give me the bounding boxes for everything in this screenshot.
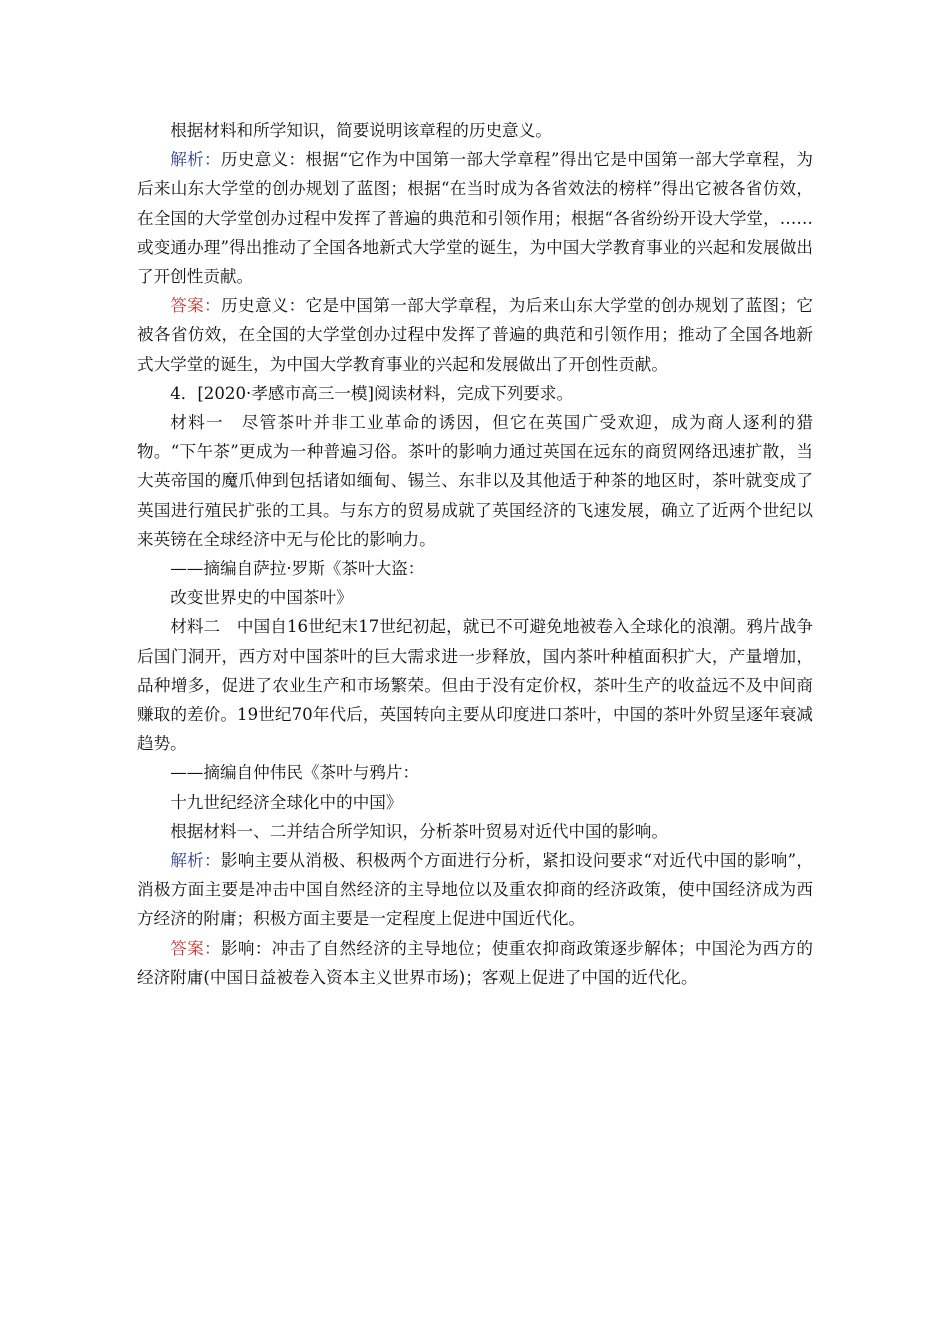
analysis-text: 影响主要从消极、积极两个方面进行分析，紧扣设问要求“对近代中国的影响”，消极方面主要是冲击中国自然经济的主导地位以及重农抑商的经济政策，使中国经济成为西方经济的附庸；积极方面主要是一定程度上促进中国近代化。	[137, 851, 813, 929]
q4-source-1-line-2: 改变世界史的中国茶叶》	[170, 588, 353, 608]
analysis-label: 解析：	[170, 851, 221, 871]
q3-prompt: 根据材料和所学知识，简要说明该章程的历史意义。	[170, 121, 552, 140]
analysis-label: 解析：	[170, 150, 221, 170]
q4-prompt: 根据材料一、二并结合所学知识，分析茶叶贸易对近代中国的影响。	[170, 821, 668, 841]
answer-text: 影响：冲击了自然经济的主导地位；使重农抑商政策逐步解体；中国沦为西方的经济附庸(中国日益被卷入资本主义世界市场)；客观上促进了中国的近代化。	[137, 938, 814, 987]
q4-source-2-line-2: 十九世纪经济全球化中的中国》	[170, 792, 403, 812]
q4-heading: 4．[2020·孝感市高三一模]阅读材料，完成下列要求。	[170, 383, 574, 403]
q4-source-1-line-1: ——摘编自萨拉·罗斯《茶叶大盗：	[170, 559, 425, 579]
document-body	[137, 116, 813, 992]
q3-answer	[137, 291, 813, 379]
q4-analysis	[137, 846, 813, 934]
answer-text: 历史意义：它是中国第一部大学章程，为后来山东大学堂的创办规划了蓝图；它被各省仿效，在全国的大学堂创办过程中发挥了普遍的典范和引领作用；推动了全国各地新式大学堂的诞生，为中国大学教育事业的兴起和发展做出了开创性贡献。	[137, 296, 814, 374]
q4-material-2: 材料二 中国自16世纪末17世纪初起，就已不可避免地被卷入全球化的浪潮。鸦片战争后国门洞开，西方对中国茶叶的巨大需求进一步释放，国内茶叶种植面积扩大，产量增加，品种增多，促进了农业生产和市场繁荣。但由于没有定价权，茶叶生产的收益远不及中间商赚取的差价。19世纪70年代后，英国转向主要从印度进口茶叶，中国的茶叶外贸呈逐年衰减趋势。	[137, 617, 813, 754]
answer-label: 答案：	[170, 938, 221, 958]
q3-analysis	[137, 145, 813, 291]
analysis-text: 历史意义：根据“它作为中国第一部大学章程”得出它是中国第一部大学章程，为后来山东大学堂的创办规划了蓝图；根据“在当时成为各省效法的榜样”得出它被各省仿效，在全国的大学堂创办过程中发挥了普遍的典范和引领作用；根据“各省纷纷开设大学堂，……或变通办理”得出推动了全国各地新式大学堂的诞生，为中国大学教育事业的兴起和发展做出了开创性贡献。	[137, 150, 813, 287]
q4-material-1: 材料一 尽管茶叶并非工业革命的诱因，但它在英国广受欢迎，成为商人逐利的猎物。“下午茶”更成为一种普遍习俗。茶叶的影响力通过英国在远东的商贸网络迅速扩散，当大英帝国的魔爪伸到包括诸如缅甸、锡兰、东非以及其他适于种茶的地区时，茶叶就变成了英国进行殖民扩张的工具。与东方的贸易成就了英国经济的飞速发展，确立了近两个世纪以来英镑在全球经济中无与伦比的影响力。	[137, 413, 813, 549]
q4-answer	[137, 934, 813, 992]
q4-source-2-line-1: ——摘编自仲伟民《茶叶与鸦片：	[170, 763, 420, 783]
answer-label: 答案：	[170, 296, 221, 316]
